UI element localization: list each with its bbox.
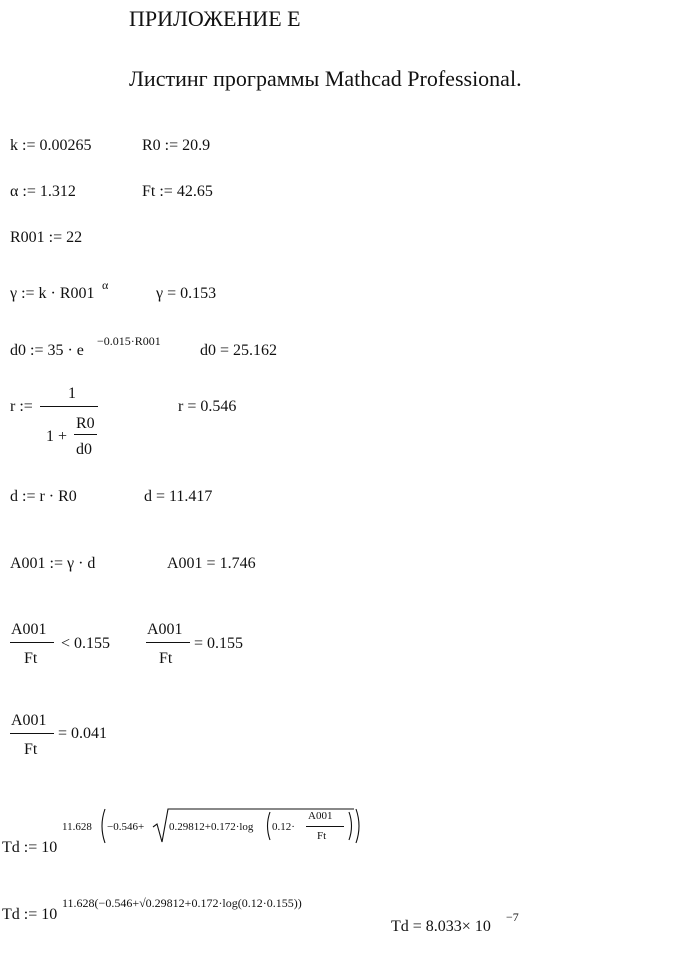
ratio-value-denominator: Ft bbox=[24, 741, 38, 758]
ratio-denominator: Ft bbox=[24, 650, 38, 667]
d0-exponent: −0.015·R001 bbox=[97, 334, 161, 348]
ratio-condition: < 0.155 bbox=[61, 635, 111, 652]
td-numeric-lhs: Td := 10 bbox=[2, 906, 58, 923]
r-lhs: r := bbox=[10, 398, 33, 415]
d0-definition: d0 := 35 · e bbox=[10, 342, 84, 359]
ratio-check-denominator: Ft bbox=[159, 650, 173, 667]
td-outer-right-paren bbox=[356, 809, 359, 843]
td-sqrt-sign bbox=[153, 809, 354, 842]
td-symbolic-coefficient: 11.628 bbox=[62, 821, 92, 833]
ratio-value: = 0.041 bbox=[58, 725, 108, 742]
td-result-exponent: −7 bbox=[506, 910, 519, 924]
r001-definition: R001 := 22 bbox=[10, 229, 83, 246]
gamma-result: γ = 0.153 bbox=[156, 285, 217, 302]
d-definition: d := r · R0 bbox=[10, 488, 77, 505]
d0-result: d0 = 25.162 bbox=[200, 342, 278, 359]
gamma-definition: γ := k · R001 bbox=[10, 285, 95, 302]
r0-definition: R0 := 20.9 bbox=[142, 137, 211, 154]
k-definition: k := 0.00265 bbox=[10, 137, 92, 154]
gamma-exponent: α bbox=[102, 278, 109, 292]
d-result: d = 11.417 bbox=[144, 488, 213, 505]
td-log-left-paren bbox=[268, 812, 271, 840]
td-numeric-exponent: 11.628(−0.546+√0.29812+0.172·log(0.12·0.155)) bbox=[62, 896, 302, 910]
ratio-numerator: A001 bbox=[11, 621, 47, 638]
td-outer-left-paren bbox=[102, 809, 105, 843]
appendix-heading: ПРИЛОЖЕНИЕ Е bbox=[129, 6, 301, 31]
ratio-value-numerator: A001 bbox=[11, 712, 47, 729]
td-symbolic-radicand: 0.29812+0.172·log bbox=[169, 821, 254, 833]
td-symbolic-bracket-start: −0.546+ bbox=[107, 821, 145, 833]
r-inner-numerator: R0 bbox=[76, 415, 95, 432]
td-log-right-paren bbox=[349, 812, 352, 840]
td-symbolic-numerator: A001 bbox=[308, 810, 333, 822]
ratio-check-numerator: A001 bbox=[147, 621, 183, 638]
td-symbolic-lhs: Td := 10 bbox=[2, 839, 58, 856]
r-inner-denominator: d0 bbox=[76, 441, 92, 458]
r-numerator: 1 bbox=[68, 385, 76, 402]
listing-title: Листинг программы Mathcad Professional. bbox=[129, 66, 522, 91]
r-denominator-prefix: 1 + bbox=[46, 428, 68, 445]
a001-result: A001 = 1.746 bbox=[167, 555, 256, 572]
a001-definition: A001 := γ · d bbox=[10, 555, 96, 572]
ratio-check-equals: = 0.155 bbox=[194, 635, 244, 652]
alpha-definition: α := 1.312 bbox=[10, 183, 76, 200]
td-symbolic-denominator: Ft bbox=[317, 830, 327, 842]
ft-definition: Ft := 42.65 bbox=[142, 183, 213, 200]
r-result: r = 0.546 bbox=[178, 398, 237, 415]
td-symbolic-factor: 0.12· bbox=[272, 821, 295, 833]
td-result: Td = 8.033× 10 bbox=[391, 918, 491, 935]
